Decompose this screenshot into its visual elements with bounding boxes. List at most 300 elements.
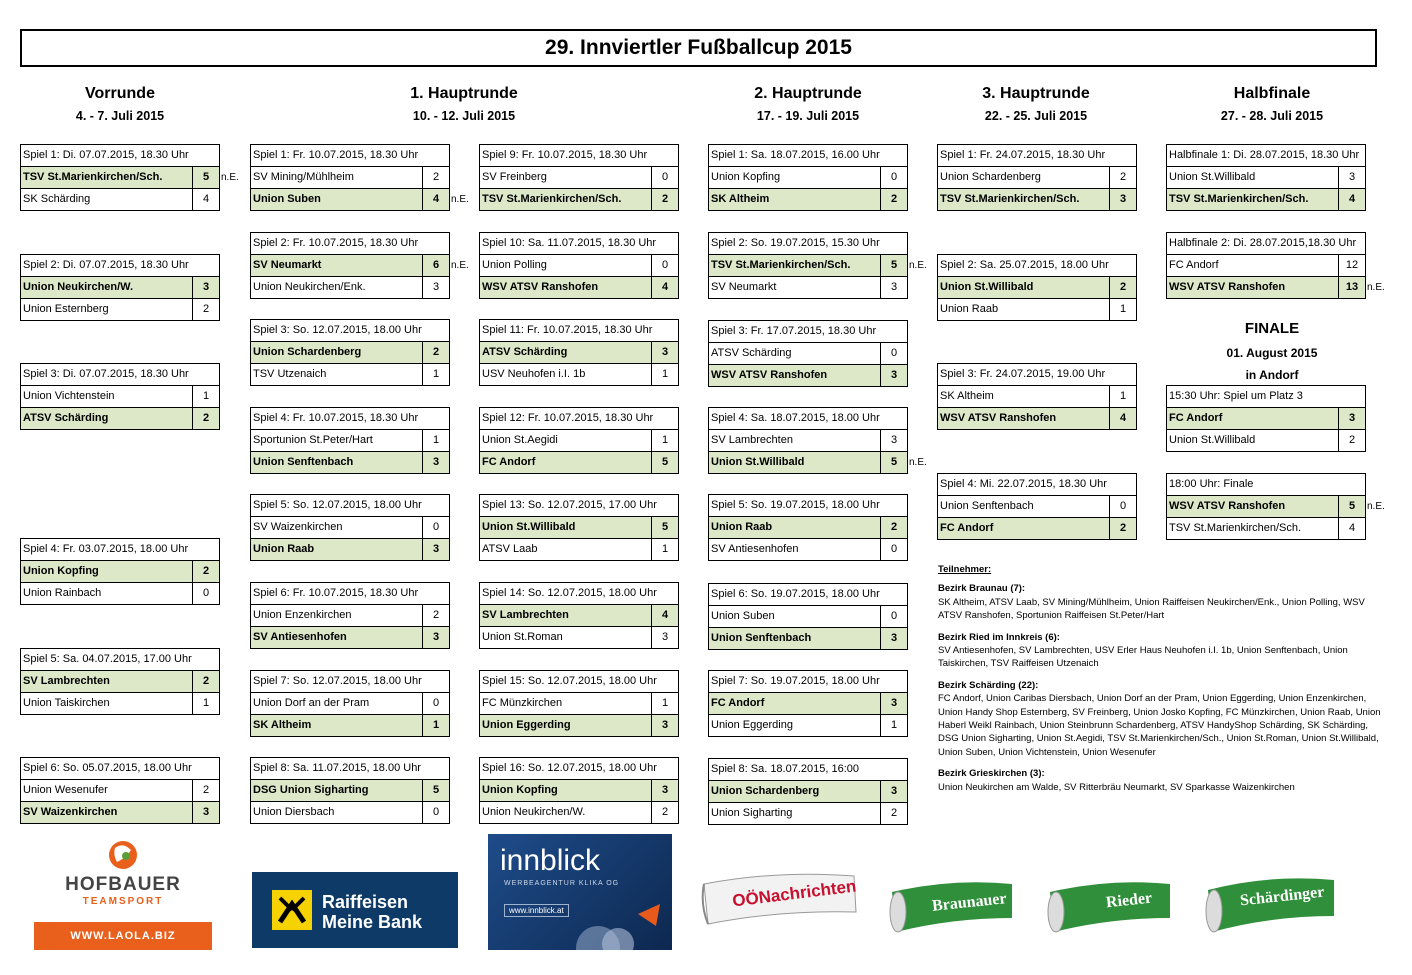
game-header: Spiel 7: So. 19.07.2015, 18.00 Uhr xyxy=(709,671,907,693)
team-name: Union Neukirchen/Enk. xyxy=(251,277,423,298)
innblick-url[interactable]: www.innblick.at xyxy=(504,904,569,917)
team-name: SV Neumarkt xyxy=(251,255,423,276)
team-row xyxy=(709,430,907,452)
team-name: ATSV Schärding xyxy=(21,408,193,429)
team-name: Union Kopfing xyxy=(480,780,652,801)
team-row xyxy=(251,430,449,452)
team-score: 4 xyxy=(661,281,669,293)
team-name: Sportunion St.Peter/Hart xyxy=(251,430,423,451)
team-score: 1 xyxy=(661,434,669,446)
team-row-winner xyxy=(1167,189,1365,210)
team-name: Union Schardenberg xyxy=(709,781,881,802)
team-row xyxy=(21,189,219,210)
team-row xyxy=(480,693,678,715)
team-name: Union St.Roman xyxy=(480,627,652,648)
team-score: 2 xyxy=(1119,171,1127,183)
team-name: Union Diersbach xyxy=(251,802,423,823)
round-dates: 27. - 28. Juli 2015 xyxy=(1220,109,1324,123)
team-name: SV Lambrechten xyxy=(480,605,652,626)
team-score: 0 xyxy=(890,347,898,359)
game-header: Spiel 2: Sa. 25.07.2015, 18.00 Uhr xyxy=(938,255,1136,277)
team-score: 2 xyxy=(202,303,210,315)
team-name: Union Schardenberg xyxy=(251,342,423,363)
team-score: 0 xyxy=(661,171,669,183)
game-box xyxy=(708,758,908,825)
game-box xyxy=(1166,144,1366,211)
rieder-name: Rieder xyxy=(1105,889,1153,912)
game-box xyxy=(20,144,239,211)
game-box xyxy=(708,670,908,737)
team-score: 3 xyxy=(432,543,440,555)
district-list: SK Altheim, ATSV Laab, SV Mining/Mühlheim, Union Raiffeisen Neukirchen/Enk., Union Polling, WSV ATSV Ranshofen, Sportunion Raiffeisen St.Peter/Hart xyxy=(938,596,1365,622)
team-row-winner xyxy=(709,255,927,277)
ooen-logo xyxy=(698,862,860,932)
team-row xyxy=(21,299,219,320)
team-name: Union Senftenbach xyxy=(938,496,1110,517)
team-name: TSV Utzenaich xyxy=(251,364,423,385)
innblick-name: innblick xyxy=(500,844,601,877)
game-box xyxy=(1166,385,1366,452)
game-header: Spiel 4: Mi. 22.07.2015, 18.30 Uhr xyxy=(938,474,1136,496)
team-score: 5 xyxy=(432,784,440,796)
team-row-winner xyxy=(251,255,469,277)
team-row-winner xyxy=(251,627,449,648)
game-header: Spiel 11: Fr. 10.07.2015, 18.30 Uhr xyxy=(480,320,678,342)
team-score: 3 xyxy=(432,631,440,643)
team-name: SV Lambrechten xyxy=(21,671,193,692)
team-name: ATSV Laab xyxy=(480,539,652,560)
game-box xyxy=(708,232,927,299)
game-header: Spiel 4: Fr. 10.07.2015, 18.30 Uhr xyxy=(251,408,449,430)
team-score: 4 xyxy=(1119,412,1127,424)
team-score: 0 xyxy=(890,610,898,622)
game-box xyxy=(937,254,1137,321)
team-row xyxy=(21,693,219,714)
penalty-note: n.E. xyxy=(909,260,927,271)
game-box xyxy=(20,538,220,605)
team-row xyxy=(480,255,678,277)
team-row xyxy=(709,715,907,736)
game-header: Spiel 3: Fr. 24.07.2015, 19.00 Uhr xyxy=(938,364,1136,386)
game-box xyxy=(937,144,1137,211)
game-box xyxy=(20,363,220,430)
team-row-winner xyxy=(480,715,678,736)
team-name: Union Enzenkirchen xyxy=(251,605,423,626)
team-name: Union Senftenbach xyxy=(709,628,881,649)
team-row xyxy=(480,539,678,560)
team-row-winner xyxy=(938,408,1136,429)
team-row-winner xyxy=(480,277,678,298)
game-header: Spiel 1: Fr. 10.07.2015, 18.30 Uhr xyxy=(251,145,449,167)
game-box xyxy=(708,583,908,650)
team-score: 2 xyxy=(1348,434,1356,446)
district-name: Bezirk Braunau (7): xyxy=(938,583,1026,595)
team-score: 2 xyxy=(661,193,669,205)
team-score: 5 xyxy=(661,521,669,533)
page-title: 29. Innviertler Fußballcup 2015 xyxy=(20,29,1377,67)
team-score: 13 xyxy=(1345,281,1359,293)
team-score: 4 xyxy=(1348,522,1356,534)
game-box xyxy=(479,757,679,824)
finale-title: FINALE xyxy=(1244,320,1300,337)
team-score: 3 xyxy=(1348,412,1356,424)
game-header: Spiel 3: Fr. 17.07.2015, 18.30 Uhr xyxy=(709,321,907,343)
team-row xyxy=(709,343,907,365)
team-row-winner xyxy=(709,189,907,210)
game-box xyxy=(479,494,679,561)
team-row xyxy=(938,167,1136,189)
game-box xyxy=(20,254,220,321)
team-row xyxy=(709,167,907,189)
team-row xyxy=(251,277,449,298)
team-row-winner xyxy=(251,342,449,364)
team-name: Union Wesenufer xyxy=(21,780,193,801)
game-header: Spiel 8: Sa. 18.07.2015, 16:00 xyxy=(709,759,907,781)
round-header-vorrunde xyxy=(20,82,220,126)
team-name: Union Sigharting xyxy=(709,803,881,824)
game-header: 18:00 Uhr: Finale xyxy=(1167,474,1365,496)
team-score: 3 xyxy=(661,631,669,643)
team-score: 2 xyxy=(890,521,898,533)
team-row-winner xyxy=(480,452,678,473)
team-score: 0 xyxy=(890,171,898,183)
game-box xyxy=(20,648,220,715)
game-header: Spiel 9: Fr. 10.07.2015, 18.30 Uhr xyxy=(480,145,678,167)
team-name: TSV St.Marienkirchen/Sch. xyxy=(709,255,881,276)
team-name: WSV ATSV Ranshofen xyxy=(709,365,881,386)
team-name: SK Altheim xyxy=(251,715,423,736)
team-score: 1 xyxy=(661,697,669,709)
team-name: SK Schärding xyxy=(21,189,193,210)
hofbauer-name: HOFBAUER xyxy=(65,874,181,895)
team-row xyxy=(251,693,449,715)
game-box xyxy=(479,144,679,211)
team-row-winner xyxy=(1167,496,1385,518)
finale-date: 01. August 2015 xyxy=(1226,346,1318,360)
participants-title: Teilnehmer: xyxy=(938,564,992,575)
team-name: FC Andorf xyxy=(938,518,1110,539)
team-name: Union Rainbach xyxy=(21,583,193,604)
innblick-logo xyxy=(488,834,672,950)
team-name: SV Lambrechten xyxy=(709,430,881,451)
team-score: 2 xyxy=(202,675,210,687)
team-row xyxy=(251,802,449,823)
team-score: 3 xyxy=(661,784,669,796)
team-row xyxy=(21,780,219,802)
game-box xyxy=(708,144,908,211)
team-name: Union Kopfing xyxy=(21,561,193,582)
team-name: SV Waizenkirchen xyxy=(21,802,193,823)
team-name: Union St.Willibald xyxy=(709,452,881,473)
team-name: SV Antiesenhofen xyxy=(709,539,881,560)
round-name: 2. Hauptrunde xyxy=(754,85,862,102)
team-row xyxy=(480,627,678,648)
team-name: Union Raab xyxy=(709,517,881,538)
game-box xyxy=(937,473,1137,540)
game-box xyxy=(479,319,679,386)
game-box xyxy=(479,407,679,474)
team-name: Union Suben xyxy=(709,606,881,627)
team-row xyxy=(21,386,219,408)
rieder-logo xyxy=(1046,874,1174,936)
team-name: Union Raab xyxy=(251,539,423,560)
team-score: 0 xyxy=(1119,500,1127,512)
team-row-winner xyxy=(938,518,1136,539)
team-name: SV Neumarkt xyxy=(709,277,881,298)
team-score: 0 xyxy=(432,521,440,533)
game-header: Spiel 5: So. 12.07.2015, 18.00 Uhr xyxy=(251,495,449,517)
team-row-winner xyxy=(21,561,219,583)
team-name: Union Neukirchen/W. xyxy=(21,277,193,298)
finale-place: in Andorf xyxy=(1245,368,1299,382)
team-name: SK Altheim xyxy=(709,189,881,210)
team-row-winner xyxy=(709,693,907,715)
penalty-note: n.E. xyxy=(451,260,469,271)
round-header-hauptrunde-2 xyxy=(708,82,908,126)
ooen-name: OÖNachrichten xyxy=(731,876,858,911)
team-score: 1 xyxy=(890,719,898,731)
team-score: 3 xyxy=(1119,193,1127,205)
team-score: 1 xyxy=(661,543,669,555)
team-score: 4 xyxy=(432,193,440,205)
team-score: 5 xyxy=(202,171,210,183)
round-header-hauptrunde-3 xyxy=(936,82,1136,126)
team-row xyxy=(1167,167,1365,189)
game-box xyxy=(250,232,469,299)
team-name: Union Neukirchen/W. xyxy=(480,802,652,823)
team-score: 5 xyxy=(661,456,669,468)
game-header: Spiel 1: Di. 07.07.2015, 18.30 Uhr xyxy=(21,145,219,167)
team-name: Union Dorf an der Pram xyxy=(251,693,423,714)
team-row xyxy=(21,583,219,604)
game-header: Halbfinale 2: Di. 28.07.2015,18.30 Uhr xyxy=(1167,233,1365,255)
schaerdinger-name: Schärdinger xyxy=(1239,883,1326,910)
team-score: 1 xyxy=(661,368,669,380)
game-header: Spiel 6: Fr. 10.07.2015, 18.30 Uhr xyxy=(251,583,449,605)
participants-section xyxy=(938,563,1383,802)
round-dates: 4. - 7. Juli 2015 xyxy=(75,109,165,123)
team-score: 4 xyxy=(202,193,210,205)
team-name: Union St.Willibald xyxy=(1167,167,1339,188)
team-row-winner xyxy=(480,517,678,539)
game-box xyxy=(1166,232,1385,299)
team-name: FC Andorf xyxy=(1167,255,1339,276)
team-name: Union Eggerding xyxy=(709,715,881,736)
team-row-winner xyxy=(480,605,678,627)
game-header: Spiel 3: So. 12.07.2015, 18.00 Uhr xyxy=(251,320,449,342)
team-name: Union Kopfing xyxy=(709,167,881,188)
penalty-note: n.E. xyxy=(451,194,469,205)
game-header: Spiel 6: So. 19.07.2015, 18.00 Uhr xyxy=(709,584,907,606)
team-row-winner xyxy=(251,715,449,736)
team-score: 3 xyxy=(890,785,898,797)
district-list: SV Antiesenhofen, SV Lambrechten, USV Erler Haus Neuhofen i.I. 1b, Union Senftenbach, Union Taiskirchen, TSV Raiffeisen Utzenaich xyxy=(938,645,1348,670)
team-name: Union Polling xyxy=(480,255,652,276)
district-name: Bezirk Grieskirchen (3): xyxy=(938,768,1045,780)
team-score: 3 xyxy=(202,806,210,818)
game-box xyxy=(250,144,469,211)
team-row xyxy=(251,167,449,189)
hofbauer-sub: TEAMSPORT xyxy=(82,896,164,907)
game-header: Spiel 13: So. 12.07.2015, 17.00 Uhr xyxy=(480,495,678,517)
game-box xyxy=(708,494,908,561)
team-score: 3 xyxy=(890,281,898,293)
game-header: Spiel 2: Fr. 10.07.2015, 18.30 Uhr xyxy=(251,233,449,255)
team-row xyxy=(251,605,449,627)
team-score: 1 xyxy=(432,719,440,731)
game-header: Spiel 1: Fr. 24.07.2015, 18.30 Uhr xyxy=(938,145,1136,167)
game-header: 15:30 Uhr: Spiel um Platz 3 xyxy=(1167,386,1365,408)
team-score: 1 xyxy=(432,434,440,446)
team-row-winner xyxy=(480,189,678,210)
game-header: Spiel 6: So. 05.07.2015, 18.00 Uhr xyxy=(21,758,219,780)
district-list: FC Andorf, Union Caribas Diersbach, Union Dorf an der Pram, Union Eggerding, Union Enzenkirchen, Union Handy Shop Esternberg, SV Freinberg, Union Josko Kopfing, FC Münzkirchen, Union Raab, Union Haberl Weikl Rainbach, Union Steinbrunn Schardenberg, ATSV HandyShop Schärding, SK Schärding, DSG Union Sigharting, Union St.Aegidi, TSV St.Marienkirchen/Sch., Union St.Roman, Union St.Willibald, Union Suben, Union Vichtenstein, Union Wesenufer xyxy=(938,693,1381,758)
team-score: 2 xyxy=(202,412,210,424)
team-score: 2 xyxy=(890,193,898,205)
raiffeisen-line1: Raiffeisen xyxy=(322,892,409,912)
team-name: FC Andorf xyxy=(480,452,652,473)
raiffeisen-emblem-icon xyxy=(272,890,312,930)
team-name: Union St.Willibald xyxy=(938,277,1110,298)
game-header: Spiel 8: Sa. 11.07.2015, 18.00 Uhr xyxy=(251,758,449,780)
game-box xyxy=(479,232,679,299)
team-row-winner xyxy=(938,277,1136,299)
game-header: Halbfinale 1: Di. 28.07.2015, 18.30 Uhr xyxy=(1167,145,1365,167)
game-header: Spiel 2: So. 19.07.2015, 15.30 Uhr xyxy=(709,233,907,255)
braunauer-logo xyxy=(888,874,1016,936)
team-row xyxy=(1167,430,1365,451)
team-row-winner xyxy=(21,408,219,429)
game-header: Spiel 4: Fr. 03.07.2015, 18.00 Uhr xyxy=(21,539,219,561)
penalty-note: n.E. xyxy=(1367,282,1385,293)
team-score: 2 xyxy=(1119,281,1127,293)
game-box xyxy=(250,670,450,737)
round-name: Halbfinale xyxy=(1233,85,1311,102)
team-row-winner xyxy=(709,452,927,473)
team-name: DSG Union Sigharting xyxy=(251,780,423,801)
team-score: 12 xyxy=(1345,259,1359,271)
game-box xyxy=(250,319,450,386)
team-row-winner xyxy=(21,802,219,823)
team-score: 3 xyxy=(1348,171,1356,183)
team-score: 3 xyxy=(661,719,669,731)
team-score: 0 xyxy=(890,543,898,555)
team-score: 1 xyxy=(1119,390,1127,402)
team-score: 4 xyxy=(1348,193,1356,205)
game-header: Spiel 4: Sa. 18.07.2015, 18.00 Uhr xyxy=(709,408,907,430)
game-box xyxy=(479,582,679,649)
team-row xyxy=(480,430,678,452)
team-score: 5 xyxy=(1348,500,1356,512)
round-name: 3. Hauptrunde xyxy=(982,85,1090,102)
team-row-winner xyxy=(21,277,219,299)
team-name: WSV ATSV Ranshofen xyxy=(1167,277,1339,298)
team-row xyxy=(480,802,678,823)
game-header: Spiel 2: Di. 07.07.2015, 18.30 Uhr xyxy=(21,255,219,277)
team-score: 3 xyxy=(432,456,440,468)
team-score: 2 xyxy=(432,171,440,183)
team-name: WSV ATSV Ranshofen xyxy=(1167,496,1339,517)
game-header: Spiel 5: So. 19.07.2015, 18.00 Uhr xyxy=(709,495,907,517)
team-name: FC Andorf xyxy=(1167,408,1339,429)
braunauer-name: Braunauer xyxy=(931,890,1008,915)
team-score: 5 xyxy=(890,456,898,468)
team-score: 2 xyxy=(202,565,210,577)
team-score: 4 xyxy=(661,609,669,621)
team-name: TSV St.Marienkirchen/Sch. xyxy=(21,167,193,188)
team-name: Union Vichtenstein xyxy=(21,386,193,407)
team-row-winner xyxy=(709,517,907,539)
game-header: Spiel 16: So. 12.07.2015, 18.00 Uhr xyxy=(480,758,678,780)
team-name: FC Andorf xyxy=(709,693,881,714)
team-row xyxy=(480,364,678,385)
team-row-winner xyxy=(709,781,907,803)
penalty-note: n.E. xyxy=(221,172,239,183)
team-name: Union Eggerding xyxy=(480,715,652,736)
team-row-winner xyxy=(938,189,1136,210)
team-row xyxy=(938,386,1136,408)
raiffeisen-line2: Meine Bank xyxy=(322,912,423,932)
penalty-note: n.E. xyxy=(1367,501,1385,512)
team-row xyxy=(709,606,907,628)
game-box xyxy=(937,363,1137,430)
team-name: SV Antiesenhofen xyxy=(251,627,423,648)
game-header: Spiel 12: Fr. 10.07.2015, 18.30 Uhr xyxy=(480,408,678,430)
game-header: Spiel 14: So. 12.07.2015, 18.00 Uhr xyxy=(480,583,678,605)
team-row-winner xyxy=(251,780,449,802)
team-row-winner xyxy=(480,342,678,364)
team-score: 1 xyxy=(1119,303,1127,315)
team-score: 2 xyxy=(432,609,440,621)
round-dates: 22. - 25. Juli 2015 xyxy=(984,109,1088,123)
team-score: 3 xyxy=(661,346,669,358)
round-dates: 10. - 12. Juli 2015 xyxy=(412,109,516,123)
team-row xyxy=(938,496,1136,518)
team-name: WSV ATSV Ranshofen xyxy=(480,277,652,298)
team-name: SV Waizenkirchen xyxy=(251,517,423,538)
team-name: Union St.Aegidi xyxy=(480,430,652,451)
team-score: 6 xyxy=(432,259,440,271)
team-name: SV Freinberg xyxy=(480,167,652,188)
team-score: 1 xyxy=(202,390,210,402)
raiffeisen-logo xyxy=(252,872,458,948)
team-row xyxy=(709,803,907,824)
game-header: Spiel 10: Sa. 11.07.2015, 18.30 Uhr xyxy=(480,233,678,255)
team-name: Union Suben xyxy=(251,189,423,210)
district-list: Union Neukirchen am Walde, SV Ritterbräu Neumarkt, SV Sparkasse Waizenkirchen xyxy=(938,781,1295,793)
game-header: Spiel 5: Sa. 04.07.2015, 17.00 Uhr xyxy=(21,649,219,671)
hofbauer-logo xyxy=(34,838,212,950)
team-row-winner xyxy=(480,780,678,802)
game-box xyxy=(479,670,679,737)
team-name: WSV ATSV Ranshofen xyxy=(938,408,1110,429)
team-row xyxy=(709,539,907,560)
team-name: Union St.Willibald xyxy=(1167,430,1339,451)
schaerdinger-logo xyxy=(1204,872,1338,936)
team-name: SV Mining/Mühlheim xyxy=(251,167,423,188)
team-score: 0 xyxy=(432,697,440,709)
district-name: Bezirk Schärding (22): xyxy=(938,679,1039,691)
team-name: ATSV Schärding xyxy=(480,342,652,363)
hofbauer-url[interactable]: WWW.LAOLA.BIZ xyxy=(34,922,212,950)
team-row xyxy=(251,517,449,539)
district-name: Bezirk Ried im Innkreis (6): xyxy=(938,631,1060,643)
team-row xyxy=(1167,518,1365,539)
team-row-winner xyxy=(21,671,219,693)
team-row-winner xyxy=(251,189,469,210)
game-box xyxy=(20,757,220,824)
team-name: SK Altheim xyxy=(938,386,1110,407)
